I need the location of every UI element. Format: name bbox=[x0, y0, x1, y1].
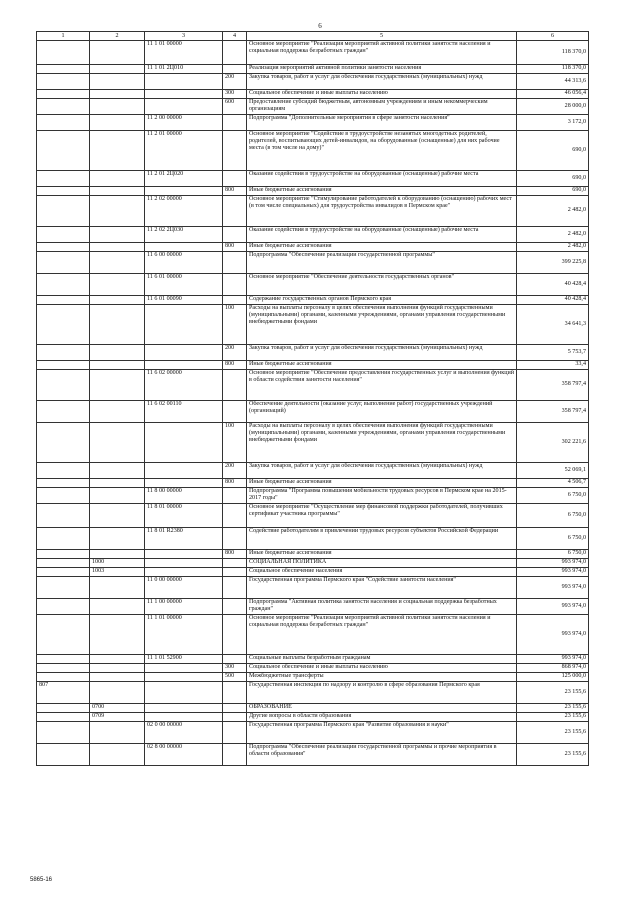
description-cell: Содействие работодателям в привлечении трудовых ресурсов субъектов Российской Федерации bbox=[247, 528, 517, 550]
target-article-cell bbox=[145, 243, 223, 252]
section-code-cell bbox=[90, 673, 145, 682]
expense-type-cell: 800 bbox=[223, 187, 247, 196]
target-article-cell bbox=[145, 345, 223, 361]
amount-cell: 118 370,0 bbox=[517, 65, 589, 74]
ministry-code-cell bbox=[37, 479, 90, 488]
table-row bbox=[37, 577, 589, 599]
ministry-code-cell bbox=[37, 227, 90, 243]
amount-cell: 4 506,7 bbox=[517, 479, 589, 488]
expense-type-cell: 200 bbox=[223, 345, 247, 361]
amount-cell: 993 974,0 bbox=[517, 568, 589, 577]
amount-cell: 125 000,0 bbox=[517, 673, 589, 682]
target-article-cell: 11 6 01 00090 bbox=[145, 296, 223, 305]
description-cell: Государственная инспекция по надзору и контролю в сфере образования Пермского края bbox=[247, 682, 517, 704]
table-row bbox=[37, 252, 589, 274]
expense-type-cell bbox=[223, 131, 247, 171]
description-cell: Иные бюджетные ассигнования bbox=[247, 243, 517, 252]
table-row bbox=[37, 550, 589, 559]
expense-type-cell bbox=[223, 65, 247, 74]
ministry-code-cell bbox=[37, 74, 90, 90]
description-cell: Подпрограмма "Дополнительные мероприятия в сфере занятости населения" bbox=[247, 115, 517, 131]
target-article-cell bbox=[145, 559, 223, 568]
ministry-code-cell bbox=[37, 252, 90, 274]
column-header: 4 bbox=[223, 32, 247, 41]
budget-table bbox=[36, 31, 589, 766]
table-row bbox=[37, 682, 589, 704]
ministry-code-cell bbox=[37, 577, 90, 599]
amount-cell: 46 056,4 bbox=[517, 90, 589, 99]
page-number: 6 bbox=[318, 22, 322, 30]
expense-type-cell bbox=[223, 655, 247, 664]
section-code-cell bbox=[90, 528, 145, 550]
description-cell: Оказание содействия в трудоустройстве на оборудованные (оснащенные) рабочие места bbox=[247, 227, 517, 243]
ministry-code-cell bbox=[37, 41, 90, 65]
target-article-cell bbox=[145, 550, 223, 559]
amount-cell: 44 313,6 bbox=[517, 74, 589, 90]
table-row bbox=[37, 274, 589, 296]
table-row bbox=[37, 90, 589, 99]
ministry-code-cell bbox=[37, 131, 90, 171]
description-cell: Предоставление субсидий бюджетным, автономным учреждениям и иным некоммерческим организациям bbox=[247, 99, 517, 115]
section-code-cell bbox=[90, 74, 145, 90]
amount-cell: 23 155,6 bbox=[517, 682, 589, 704]
ministry-code-cell bbox=[37, 615, 90, 655]
description-cell: Государственная программа Пермского края "Развитие образования и науки" bbox=[247, 722, 517, 744]
ministry-code-cell bbox=[37, 655, 90, 664]
ministry-code-cell bbox=[37, 370, 90, 401]
ministry-code-cell bbox=[37, 243, 90, 252]
table-row bbox=[37, 528, 589, 550]
section-code-cell: 0709 bbox=[90, 713, 145, 722]
section-code-cell bbox=[90, 274, 145, 296]
expense-type-cell: 500 bbox=[223, 673, 247, 682]
expense-type-cell: 100 bbox=[223, 423, 247, 463]
section-code-cell bbox=[90, 196, 145, 227]
section-code-cell bbox=[90, 504, 145, 528]
amount-cell: 118 370,0 bbox=[517, 41, 589, 65]
ministry-code-cell bbox=[37, 171, 90, 187]
ministry-code-cell bbox=[37, 559, 90, 568]
table-row bbox=[37, 296, 589, 305]
ministry-code-cell bbox=[37, 99, 90, 115]
expense-type-cell bbox=[223, 171, 247, 187]
target-article-cell bbox=[145, 568, 223, 577]
expense-type-cell bbox=[223, 713, 247, 722]
table-row bbox=[37, 615, 589, 655]
ministry-code-cell bbox=[37, 673, 90, 682]
description-cell: СОЦИАЛЬНАЯ ПОЛИТИКА bbox=[247, 559, 517, 568]
description-cell: Содержание государственных органов Пермского края bbox=[247, 296, 517, 305]
section-code-cell bbox=[90, 682, 145, 704]
description-cell: Межбюджетные трансферты bbox=[247, 673, 517, 682]
expense-type-cell bbox=[223, 41, 247, 65]
table-row bbox=[37, 744, 589, 766]
ministry-code-cell bbox=[37, 744, 90, 766]
expense-type-cell: 300 bbox=[223, 90, 247, 99]
expense-type-cell: 800 bbox=[223, 361, 247, 370]
table-row bbox=[37, 401, 589, 423]
section-code-cell bbox=[90, 479, 145, 488]
table-row bbox=[37, 713, 589, 722]
amount-cell: 6 750,0 bbox=[517, 528, 589, 550]
section-code-cell bbox=[90, 615, 145, 655]
section-code-cell bbox=[90, 243, 145, 252]
description-cell: Основное мероприятие "Осуществление мер финансовой поддержки работодателей, получивших сертификат участника программы" bbox=[247, 504, 517, 528]
description-cell: Подпрограмма "Обеспечение реализации государственной программы и прочие мероприятия в области образования" bbox=[247, 744, 517, 766]
table-row bbox=[37, 305, 589, 345]
section-code-cell bbox=[90, 65, 145, 74]
target-article-cell: 11 2 01 2Ц020 bbox=[145, 171, 223, 187]
target-article-cell bbox=[145, 664, 223, 673]
ministry-code-cell bbox=[37, 504, 90, 528]
section-code-cell bbox=[90, 115, 145, 131]
amount-cell: 34 641,3 bbox=[517, 305, 589, 345]
amount-cell: 2 482,0 bbox=[517, 227, 589, 243]
table-row bbox=[37, 568, 589, 577]
target-article-cell: 11 8 01 R2380 bbox=[145, 528, 223, 550]
description-cell: Социальные выплаты безработным гражданам bbox=[247, 655, 517, 664]
expense-type-cell bbox=[223, 227, 247, 243]
expense-type-cell bbox=[223, 504, 247, 528]
description-cell: Социальное обеспечение населения bbox=[247, 568, 517, 577]
ministry-code-cell bbox=[37, 401, 90, 423]
ministry-code-cell bbox=[37, 305, 90, 345]
column-header: 6 bbox=[517, 32, 589, 41]
target-article-cell bbox=[145, 90, 223, 99]
target-article-cell bbox=[145, 99, 223, 115]
column-header: 3 bbox=[145, 32, 223, 41]
expense-type-cell: 800 bbox=[223, 243, 247, 252]
description-cell: Иные бюджетные ассигнования bbox=[247, 187, 517, 196]
target-article-cell bbox=[145, 423, 223, 463]
ministry-code-cell bbox=[37, 90, 90, 99]
expense-type-cell: 200 bbox=[223, 74, 247, 90]
ministry-code-cell: 807 bbox=[37, 682, 90, 704]
ministry-code-cell bbox=[37, 187, 90, 196]
target-article-cell: 11 2 01 00000 bbox=[145, 131, 223, 171]
amount-cell: 6 750,0 bbox=[517, 504, 589, 528]
expense-type-cell bbox=[223, 115, 247, 131]
expense-type-cell bbox=[223, 488, 247, 504]
table-row bbox=[37, 655, 589, 664]
section-code-cell bbox=[90, 599, 145, 615]
section-code-cell bbox=[90, 577, 145, 599]
table-row bbox=[37, 196, 589, 227]
table-row bbox=[37, 227, 589, 243]
description-cell: Закупка товаров, работ и услуг для обеспечения государственных (муниципальных) нужд bbox=[247, 74, 517, 90]
table-row bbox=[37, 41, 589, 65]
target-article-cell bbox=[145, 704, 223, 713]
expense-type-cell bbox=[223, 599, 247, 615]
amount-cell: 993 974,0 bbox=[517, 615, 589, 655]
target-article-cell: 11 8 00 00000 bbox=[145, 488, 223, 504]
target-article-cell: 11 0 00 00000 bbox=[145, 577, 223, 599]
description-cell: ОБРАЗОВАНИЕ bbox=[247, 704, 517, 713]
section-code-cell bbox=[90, 187, 145, 196]
section-code-cell bbox=[90, 423, 145, 463]
ministry-code-cell bbox=[37, 568, 90, 577]
table-row bbox=[37, 243, 589, 252]
target-article-cell bbox=[145, 713, 223, 722]
target-article-cell: 11 6 01 00000 bbox=[145, 274, 223, 296]
description-cell: Государственная программа Пермского края "Содействие занятости населения" bbox=[247, 577, 517, 599]
section-code-cell bbox=[90, 722, 145, 744]
amount-cell: 302 221,6 bbox=[517, 423, 589, 463]
ministry-code-cell bbox=[37, 296, 90, 305]
table-header-row bbox=[37, 32, 589, 41]
ministry-code-cell bbox=[37, 463, 90, 479]
ministry-code-cell bbox=[37, 722, 90, 744]
ministry-code-cell bbox=[37, 488, 90, 504]
expense-type-cell bbox=[223, 274, 247, 296]
description-cell: Основное мероприятие "Содействие в трудоустройстве незанятых многодетных родителей, родителей, воспитывающих детей-инвалидов, на оборудованные (оснащенные) для них рабочие места (в том числе на дому)" bbox=[247, 131, 517, 171]
expense-type-cell bbox=[223, 682, 247, 704]
column-header: 2 bbox=[90, 32, 145, 41]
amount-cell: 690,0 bbox=[517, 187, 589, 196]
description-cell: Иные бюджетные ассигнования bbox=[247, 479, 517, 488]
table-row bbox=[37, 171, 589, 187]
amount-cell: 40 428,4 bbox=[517, 274, 589, 296]
ministry-code-cell bbox=[37, 713, 90, 722]
description-cell: Иные бюджетные ассигнования bbox=[247, 550, 517, 559]
section-code-cell bbox=[90, 488, 145, 504]
description-cell: Обеспечение деятельности (оказание услуг, выполнение работ) государственных учреждений (организаций) bbox=[247, 401, 517, 423]
column-header: 5 bbox=[247, 32, 517, 41]
amount-cell: 2 482,0 bbox=[517, 196, 589, 227]
target-article-cell: 11 2 02 2Ц030 bbox=[145, 227, 223, 243]
amount-cell: 23 155,6 bbox=[517, 744, 589, 766]
expense-type-cell: 100 bbox=[223, 305, 247, 345]
ministry-code-cell bbox=[37, 550, 90, 559]
section-code-cell bbox=[90, 744, 145, 766]
target-article-cell bbox=[145, 479, 223, 488]
amount-cell: 358 797,4 bbox=[517, 370, 589, 401]
table-row bbox=[37, 722, 589, 744]
description-cell: Реализация мероприятий активной политики занятости населения bbox=[247, 65, 517, 74]
ministry-code-cell bbox=[37, 704, 90, 713]
table-row bbox=[37, 115, 589, 131]
expense-type-cell bbox=[223, 401, 247, 423]
section-code-cell bbox=[90, 664, 145, 673]
amount-cell: 358 797,4 bbox=[517, 401, 589, 423]
section-code-cell bbox=[90, 99, 145, 115]
table-row bbox=[37, 370, 589, 401]
amount-cell: 2 482,0 bbox=[517, 243, 589, 252]
table-row bbox=[37, 131, 589, 171]
target-article-cell bbox=[145, 74, 223, 90]
amount-cell: 399 225,8 bbox=[517, 252, 589, 274]
amount-cell: 52 069,1 bbox=[517, 463, 589, 479]
target-article-cell bbox=[145, 305, 223, 345]
amount-cell: 3 172,0 bbox=[517, 115, 589, 131]
expense-type-cell bbox=[223, 568, 247, 577]
table-row bbox=[37, 74, 589, 90]
section-code-cell bbox=[90, 655, 145, 664]
section-code-cell bbox=[90, 463, 145, 479]
description-cell: Оказание содействия в трудоустройстве на оборудованные (оснащенные) рабочие места bbox=[247, 171, 517, 187]
ministry-code-cell bbox=[37, 528, 90, 550]
expense-type-cell bbox=[223, 252, 247, 274]
expense-type-cell bbox=[223, 577, 247, 599]
section-code-cell bbox=[90, 296, 145, 305]
table-row bbox=[37, 488, 589, 504]
table-row bbox=[37, 479, 589, 488]
table-row bbox=[37, 673, 589, 682]
table-row bbox=[37, 99, 589, 115]
description-cell: Закупка товаров, работ и услуг для обеспечения государственных (муниципальных) нужд bbox=[247, 345, 517, 361]
expense-type-cell bbox=[223, 744, 247, 766]
description-cell: Расходы на выплаты персоналу в целях обеспечения выполнения функций государственными (муниципальными) органами, казенными учреждениями, органами управления государственными внебюджетными фондами bbox=[247, 423, 517, 463]
target-article-cell bbox=[145, 187, 223, 196]
table-row bbox=[37, 345, 589, 361]
amount-cell: 23 155,6 bbox=[517, 722, 589, 744]
expense-type-cell: 800 bbox=[223, 479, 247, 488]
amount-cell: 33,4 bbox=[517, 361, 589, 370]
amount-cell: 40 428,4 bbox=[517, 296, 589, 305]
section-code-cell bbox=[90, 550, 145, 559]
target-article-cell: 11 2 00 00000 bbox=[145, 115, 223, 131]
amount-cell: 690,0 bbox=[517, 171, 589, 187]
target-article-cell bbox=[145, 463, 223, 479]
amount-cell: 868 974,0 bbox=[517, 664, 589, 673]
description-cell: Основное мероприятие "Обеспечение деятельности государственных органов" bbox=[247, 274, 517, 296]
section-code-cell: 0700 bbox=[90, 704, 145, 713]
table-row bbox=[37, 704, 589, 713]
description-cell: Подпрограмма "Обеспечение реализации государственной программы" bbox=[247, 252, 517, 274]
ministry-code-cell bbox=[37, 361, 90, 370]
section-code-cell bbox=[90, 305, 145, 345]
section-code-cell bbox=[90, 345, 145, 361]
description-cell: Иные бюджетные ассигнования bbox=[247, 361, 517, 370]
table-row bbox=[37, 559, 589, 568]
expense-type-cell bbox=[223, 615, 247, 655]
description-cell: Другие вопросы в области образования bbox=[247, 713, 517, 722]
amount-cell: 993 974,0 bbox=[517, 559, 589, 568]
description-cell: Подпрограмма "Активная политика занятости населения и социальная поддержка безработных граждан" bbox=[247, 599, 517, 615]
amount-cell: 6 750,0 bbox=[517, 550, 589, 559]
section-code-cell bbox=[90, 227, 145, 243]
description-cell: Основное мероприятие "Обеспечение предоставления государственных услуг и выполнения функций в области содействия занятости населения" bbox=[247, 370, 517, 401]
expense-type-cell bbox=[223, 704, 247, 713]
description-cell: Основное мероприятие "Реализация мероприятий активной политики занятости населения и социальная поддержка безработных граждан" bbox=[247, 615, 517, 655]
ministry-code-cell bbox=[37, 664, 90, 673]
target-article-cell: 11 2 02 00000 bbox=[145, 196, 223, 227]
description-cell: Социальное обеспечение и иные выплаты населению bbox=[247, 664, 517, 673]
section-code-cell: 1000 bbox=[90, 559, 145, 568]
section-code-cell: 1003 bbox=[90, 568, 145, 577]
section-code-cell bbox=[90, 401, 145, 423]
target-article-cell: 11 1 01 52900 bbox=[145, 655, 223, 664]
expense-type-cell bbox=[223, 296, 247, 305]
section-code-cell bbox=[90, 171, 145, 187]
description-cell: Основное мероприятие "Реализация мероприятий активной политики занятости населения и социальная поддержка безработных граждан" bbox=[247, 41, 517, 65]
ministry-code-cell bbox=[37, 345, 90, 361]
section-code-cell bbox=[90, 131, 145, 171]
expense-type-cell: 600 bbox=[223, 99, 247, 115]
expense-type-cell bbox=[223, 528, 247, 550]
description-cell: Социальное обеспечение и иные выплаты населению bbox=[247, 90, 517, 99]
section-code-cell bbox=[90, 361, 145, 370]
table-row bbox=[37, 423, 589, 463]
document-code: 5865-16 bbox=[30, 877, 53, 883]
target-article-cell: 02 8 00 00000 bbox=[145, 744, 223, 766]
target-article-cell: 02 0 00 00000 bbox=[145, 722, 223, 744]
ministry-code-cell bbox=[37, 196, 90, 227]
target-article-cell: 11 6 02 00000 bbox=[145, 370, 223, 401]
target-article-cell: 11 8 01 00000 bbox=[145, 504, 223, 528]
description-cell: Основное мероприятие "Стимулирование работодателей к оборудованию (оснащению) рабочих мест (в том числе специальных) для трудоустройства инвалидов в Пермском крае" bbox=[247, 196, 517, 227]
column-header: 1 bbox=[37, 32, 90, 41]
amount-cell: 28 000,0 bbox=[517, 99, 589, 115]
target-article-cell bbox=[145, 682, 223, 704]
expense-type-cell bbox=[223, 196, 247, 227]
table-row bbox=[37, 463, 589, 479]
amount-cell: 23 155,6 bbox=[517, 713, 589, 722]
amount-cell: 6 750,0 bbox=[517, 488, 589, 504]
section-code-cell bbox=[90, 90, 145, 99]
description-cell: Расходы на выплаты персоналу в целях обеспечения выполнения функций государственными (муниципальными) органами, казенными учреждениями, органами управления государственными внебюджетными фондами bbox=[247, 305, 517, 345]
description-cell: Подпрограмма "Программа повышения мобильности трудовых ресурсов в Пермском крае на 2015-2017 годы" bbox=[247, 488, 517, 504]
table-row bbox=[37, 187, 589, 196]
ministry-code-cell bbox=[37, 599, 90, 615]
target-article-cell bbox=[145, 361, 223, 370]
amount-cell: 993 974,0 bbox=[517, 599, 589, 615]
expense-type-cell: 200 bbox=[223, 463, 247, 479]
ministry-code-cell bbox=[37, 274, 90, 296]
table-row bbox=[37, 664, 589, 673]
ministry-code-cell bbox=[37, 65, 90, 74]
section-code-cell bbox=[90, 252, 145, 274]
target-article-cell: 11 1 01 2Ц010 bbox=[145, 65, 223, 74]
table-row bbox=[37, 361, 589, 370]
table-row bbox=[37, 65, 589, 74]
section-code-cell bbox=[90, 370, 145, 401]
expense-type-cell bbox=[223, 370, 247, 401]
description-cell: Закупка товаров, работ и услуг для обеспечения государственных (муниципальных) нужд bbox=[247, 463, 517, 479]
amount-cell: 993 974,0 bbox=[517, 577, 589, 599]
expense-type-cell bbox=[223, 559, 247, 568]
amount-cell: 5 753,7 bbox=[517, 345, 589, 361]
section-code-cell bbox=[90, 41, 145, 65]
ministry-code-cell bbox=[37, 115, 90, 131]
target-article-cell: 11 6 02 00110 bbox=[145, 401, 223, 423]
expense-type-cell: 300 bbox=[223, 664, 247, 673]
target-article-cell: 11 6 00 00000 bbox=[145, 252, 223, 274]
amount-cell: 23 155,6 bbox=[517, 704, 589, 713]
amount-cell: 690,0 bbox=[517, 131, 589, 171]
table-row bbox=[37, 504, 589, 528]
target-article-cell: 11 1 01 00000 bbox=[145, 41, 223, 65]
amount-cell: 993 974,0 bbox=[517, 655, 589, 664]
expense-type-cell bbox=[223, 722, 247, 744]
ministry-code-cell bbox=[37, 423, 90, 463]
expense-type-cell: 800 bbox=[223, 550, 247, 559]
target-article-cell: 11 1 01 00000 bbox=[145, 615, 223, 655]
target-article-cell bbox=[145, 673, 223, 682]
target-article-cell: 11 1 00 00000 bbox=[145, 599, 223, 615]
table-row bbox=[37, 599, 589, 615]
